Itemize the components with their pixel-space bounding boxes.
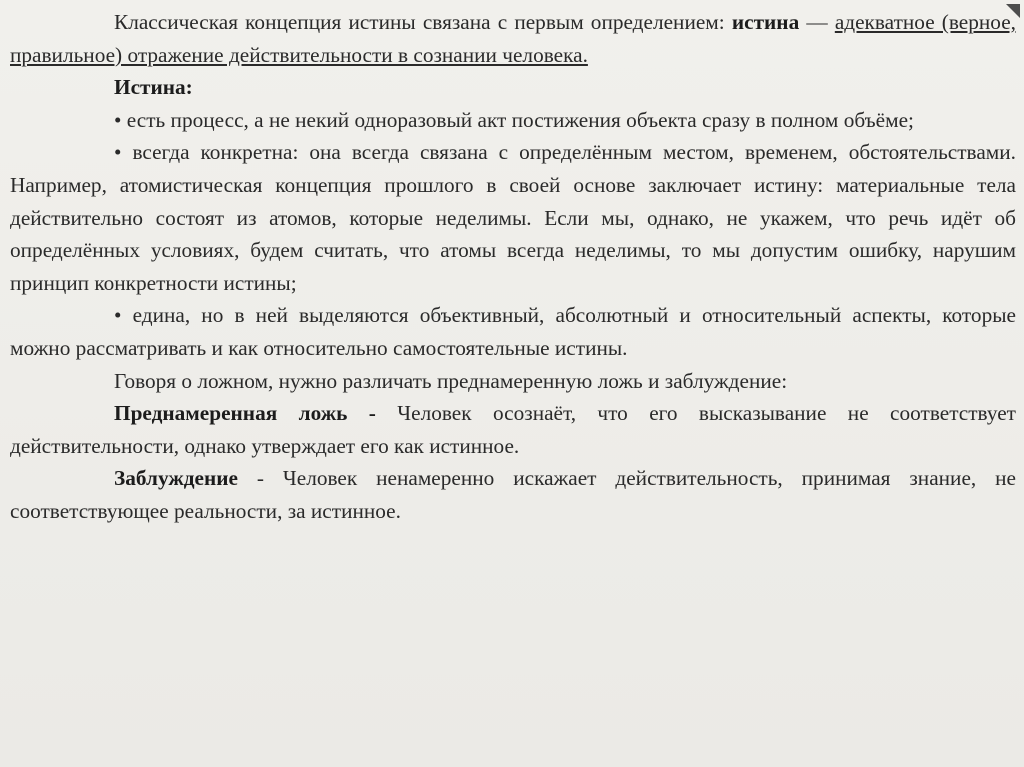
slide-text (10, 6, 1016, 528)
deliberate-lie-text: Человек осознаёт, что его высказывание не соответствует действительности, однако утверждает его как истинное. (10, 401, 1016, 458)
paragraph-definition (10, 6, 1016, 71)
truth-heading: Истина: (114, 75, 193, 100)
bullet-concrete: • всегда конкретна: она всегда связана с определённым местом, временем, обстоятельствами. Например, атомистическая концепция прошлого в своей основе заключает истину: материальные тела действительно состоят из атомов, которые неделимы. Если мы, однако, не укажем, что речь идёт об определённых условиях, будем считать, что атомы всегда неделимы, то мы допустим ошибку, нарушим принцип конкретности истины; (10, 140, 1016, 295)
deliberate-lie-term: Преднамеренная ложь - (114, 401, 376, 426)
definition-term: истина (731, 10, 800, 34)
paragraph-delusion (10, 462, 1016, 527)
delusion-text: - Человек ненамеренно искажает действительность, принимая знание, не соответствующее реальности, за истинное. (10, 466, 1016, 523)
paragraph-heading (10, 71, 1016, 104)
paragraph-falsehood: Говоря о ложном, нужно различать преднамеренную ложь и заблуждение: (114, 368, 788, 393)
definition-intro: Классическая концепция истины связана с первым определением: (114, 10, 732, 34)
bullet-process: • есть процесс, а не некий одноразовый акт постижения объекта сразу в полном объёме; (114, 107, 914, 132)
bullet-unified: • едина, но в ней выделяются объективный, абсолютный и относительный аспекты, которые можно рассматривать и как относительно самостоятельные истины. (10, 303, 1016, 360)
definition-dash: — (799, 10, 835, 34)
definition-text: адекватное (верное, правильное) отражение действительности в сознании человека. (10, 10, 1016, 67)
delusion-term: Заблуждение (114, 466, 238, 491)
paragraph-deliberate-lie (10, 397, 1016, 462)
